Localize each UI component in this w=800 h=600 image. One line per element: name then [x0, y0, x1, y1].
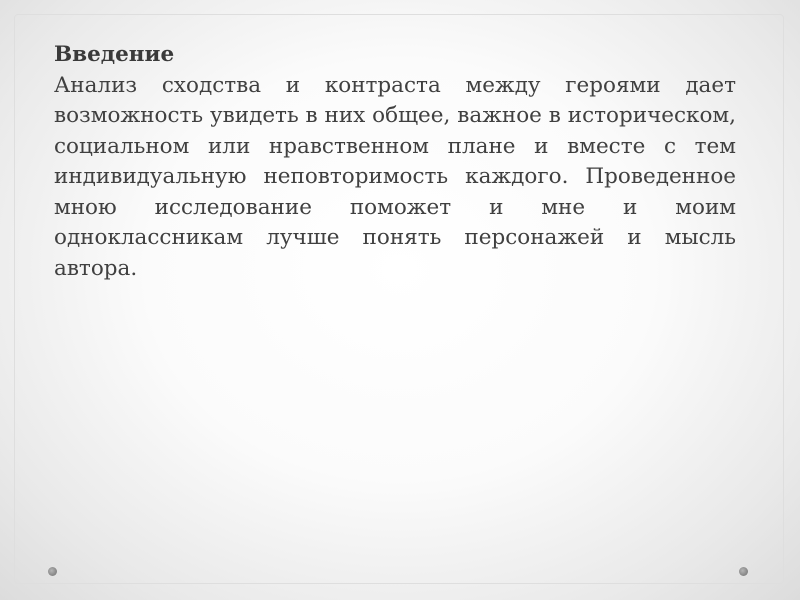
- decorative-dot-right-icon: [739, 567, 748, 576]
- slide-heading: Введение: [54, 42, 175, 67]
- slide-content: [54, 40, 736, 284]
- slide-body-text: Анализ сходства и контраста между героями дает возможность увидеть в них общее, важное в историческом, социальном или нравственном плане и вместе с тем индивидуальную неповторимость каждого. Проведенное мною исследование поможет и мне и моим одноклассникам лучше понять персонажей и мысль автора.: [54, 72, 736, 281]
- decorative-dot-left-icon: [48, 567, 57, 576]
